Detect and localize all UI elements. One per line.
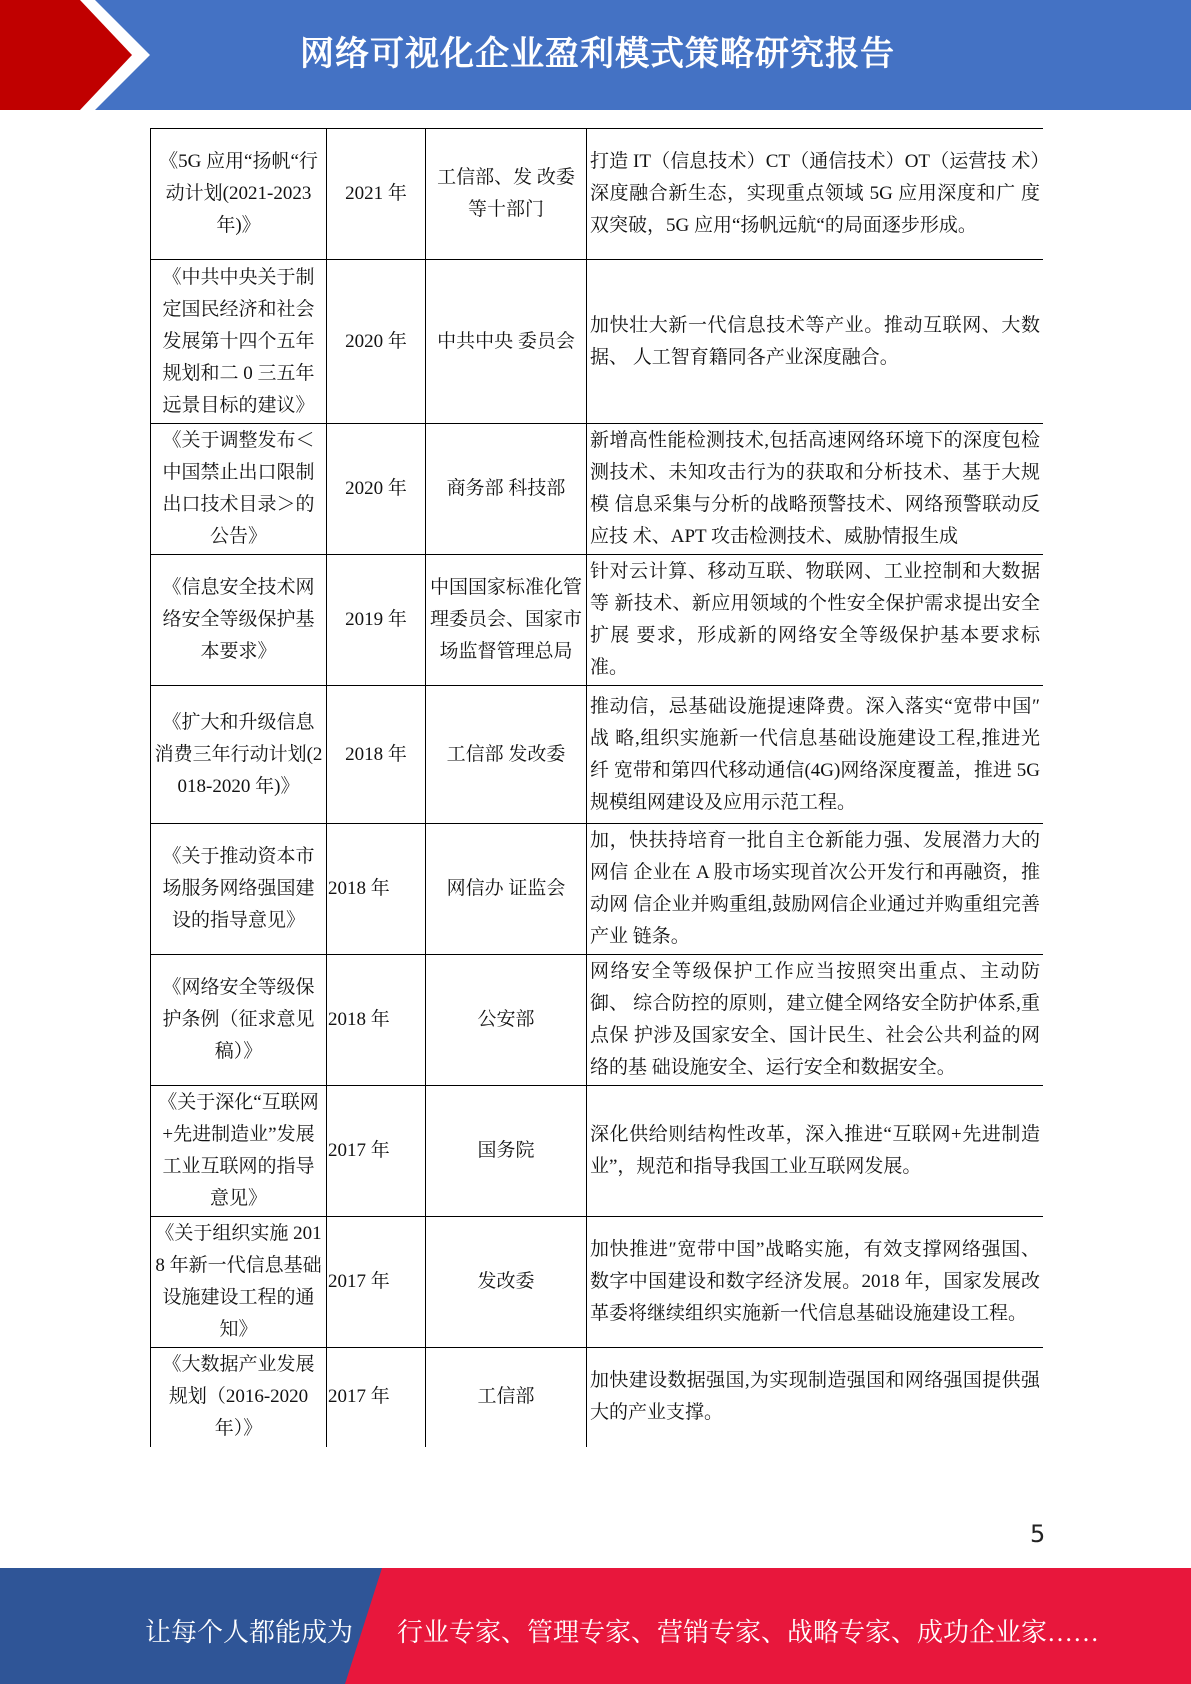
policy-name-cell: 《大数据产业发展规划（2016-2020 年）》 bbox=[151, 1348, 327, 1447]
table-row bbox=[151, 129, 1044, 260]
policy-name-cell: 《扩大和升级信息消费三年行动计划(2018-2020 年)》 bbox=[151, 686, 327, 824]
policy-dept-cell: 工信部 bbox=[426, 1348, 587, 1447]
policy-dept-cell: 中共中央 委员会 bbox=[426, 260, 587, 424]
policy-dept-cell: 公安部 bbox=[426, 955, 587, 1086]
policy-dept-cell: 工信部、发 改委等十部门 bbox=[426, 129, 587, 260]
footer-slogan-left: 让每个人都能成为 bbox=[145, 1618, 354, 1647]
policy-content-cell: 网络安全等级保护工作应当按照突出重点、主动防御、 综合防控的原则，建立健全网络安全防护体系,重点保 护涉及国家安全、国计民生、社会公共利益的网络的基 础设施安全、运行安全和数据安全。 bbox=[587, 955, 1044, 1086]
policy-name-cell: 《中共中央关于制定国民经济和社会发展第十四个五年规划和二 0 三五年远景目标的建议》 bbox=[151, 260, 327, 424]
policy-table bbox=[150, 128, 1043, 1447]
policy-year-cell: 2018 年 bbox=[327, 686, 426, 824]
table-row bbox=[151, 1348, 1044, 1447]
table-row bbox=[151, 1086, 1044, 1217]
policy-year-cell: 2018 年 bbox=[327, 824, 426, 955]
policy-dept-cell: 国务院 bbox=[426, 1086, 587, 1217]
policy-name-cell: 《信息安全技术网络安全等级保护基本要求》 bbox=[151, 555, 327, 686]
report-title: 网络可视化企业盈利模式策略研究报告 bbox=[300, 34, 895, 74]
policy-content-cell: 新增高性能检测技术,包括高速网络环境下的深度包检 测技术、未知攻击行为的获取和分析技术、基于大规模 信息采集与分析的战略预警技术、网络预警联动反应技 术、APT 攻击检测技术、威胁情报生成 bbox=[587, 424, 1044, 555]
policy-name-cell: 《5G 应用“扬帆“行动计划(2021-2023 年)》 bbox=[151, 129, 327, 260]
page-number: 5 bbox=[1030, 1520, 1046, 1548]
policy-dept-cell: 工信部 发改委 bbox=[426, 686, 587, 824]
table-row bbox=[151, 824, 1044, 955]
policy-content-cell: 加快建设数据强国,为实现制造强国和网络强国提供强 大的产业支撑。 bbox=[587, 1348, 1044, 1447]
policy-content-cell: 加快壮大新一代信息技术等产业。推动互联网、大数据、 人工智育籍同各产业深度融合。 bbox=[587, 260, 1044, 424]
policy-year-cell: 2017 年 bbox=[327, 1348, 426, 1447]
footer-slogan-right: 行业专家、管理专家、营销专家、战略专家、成功企业家…… bbox=[397, 1618, 1100, 1647]
policy-content-cell: 针对云计算、移动互联、物联网、工业控制和大数据等 新技术、新应用领域的个性安全保护需求提出安全扩展 要求，形成新的网络安全等级保护基本要求标准。 bbox=[587, 555, 1044, 686]
table-row bbox=[151, 955, 1044, 1086]
policy-content-cell: 打造 IT（信息技术）CT（通信技术）OT（运营技 术）深度融合新生态，实现重点领域 5G 应用深度和广 度双突破，5G 应用“扬帆远航“的局面逐步形成。 bbox=[587, 129, 1044, 260]
page-header bbox=[0, 0, 1191, 110]
policy-content-cell: 加快推进″宽带中国”战略实施，有效支撑网络强国、数字中国建设和数字经济发展。2018 年，国家发展改革委将继续组织实施新一代信息基础设施建设工程。 bbox=[587, 1217, 1044, 1348]
table-row bbox=[151, 260, 1044, 424]
policy-dept-cell: 发改委 bbox=[426, 1217, 587, 1348]
policy-content-cell: 加，快扶持培育一批自主仓新能力强、发展潜力大的网信 企业在 A 股市场实现首次公开发行和再融资，推动网 信企业并购重组,鼓励网信企业通过并购重组完善产业 链条。 bbox=[587, 824, 1044, 955]
table-row bbox=[151, 555, 1044, 686]
policy-content-cell: 推动信，忌基础设施提速降费。深入落实“宽带中国″战 略,组织实施新一代信息基础设施建设工程,推进光纤 宽带和第四代移动通信(4G)网络深度覆盖，推进 5G 规模组网建设及应用示范工程。 bbox=[587, 686, 1044, 824]
policy-year-cell: 2019 年 bbox=[327, 555, 426, 686]
policy-name-cell: 《关于深化“互联网+先进制造业”发展工业互联网的指导意见》 bbox=[151, 1086, 327, 1217]
policy-year-cell: 2020 年 bbox=[327, 260, 426, 424]
policy-dept-cell: 中国国家标准化管理委员会、国家市场监督管理总局 bbox=[426, 555, 587, 686]
table-row bbox=[151, 1217, 1044, 1348]
policy-year-cell: 2020 年 bbox=[327, 424, 426, 555]
table-row bbox=[151, 424, 1044, 555]
page-footer bbox=[0, 1568, 1191, 1684]
policy-name-cell: 《关于组织实施 2018 年新一代信息基础设施建设工程的通知》 bbox=[151, 1217, 327, 1348]
policy-name-cell: 《关于调整发布＜中国禁止出口限制出口技术目录＞的公告》 bbox=[151, 424, 327, 555]
policy-year-cell: 2018 年 bbox=[327, 955, 426, 1086]
policy-name-cell: 《关于推动资本市场服务网络强国建设的指导意见》 bbox=[151, 824, 327, 955]
table-row bbox=[151, 686, 1044, 824]
policy-year-cell: 2021 年 bbox=[327, 129, 426, 260]
policy-name-cell: 《网络安全等级保护条例（征求意见稿）》 bbox=[151, 955, 327, 1086]
policy-dept-cell: 网信办 证监会 bbox=[426, 824, 587, 955]
policy-year-cell: 2017 年 bbox=[327, 1217, 426, 1348]
policy-year-cell: 2017 年 bbox=[327, 1086, 426, 1217]
policy-dept-cell: 商务部 科技部 bbox=[426, 424, 587, 555]
policy-content-cell: 深化供给则结构性改革，深入推进“互联网+先进制造 业”，规范和指导我国工业互联网发展。 bbox=[587, 1086, 1044, 1217]
